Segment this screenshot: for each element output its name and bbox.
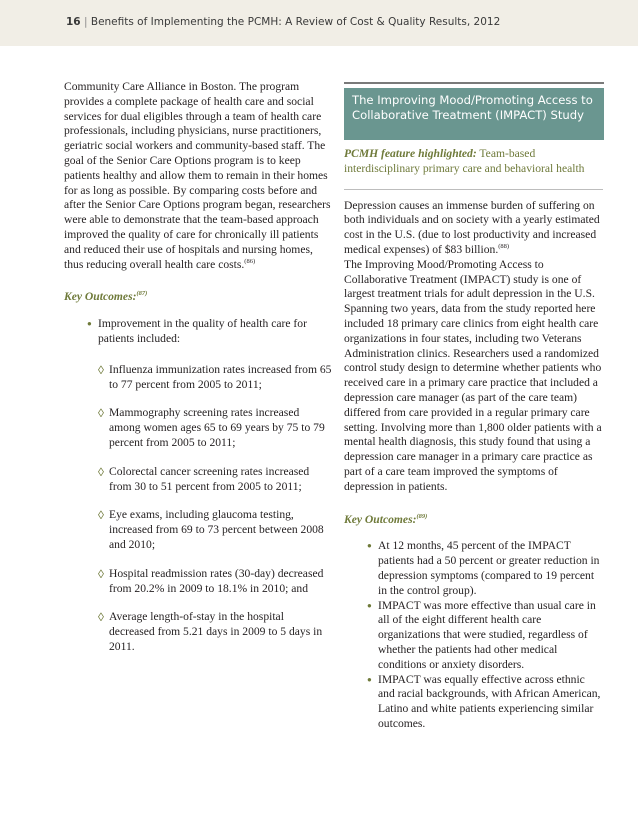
- right-column: [344, 147, 603, 732]
- header-text: [66, 16, 500, 28]
- right-body-paragraph-2: The Improving Mood/Promoting Access to Collaborative Treatment (IMPACT) study is one of largest treatment trials for adult depression in the U.S. Spanning two years, data from the study reported here included 18 primary care clinics from eight health care organizations in four states, including two Veterans Administration clinics. Researchers used a randomized control study design to determine whether patients who received care in a primary care practice that included a depression care manager (as part of the care team) differed from care provided in a regular primary care setting. Involving more than 1,800 older patients with a mental health diagnosis, this study found that using a depression care manager in a primary care practice as part of a care team improved the symptoms of depression in patients.: [344, 257, 602, 493]
- header-separator: |: [83, 16, 88, 28]
- left-intro-ref: (86): [244, 257, 256, 265]
- list-item: ◊ Influenza immunization rates increased from 65 to 77 percent from 2005 to 2011;: [98, 363, 332, 393]
- list-item: ● IMPACT was equally effective across ethnic and racial backgrounds, with African American, Latino and white patients experiencing similar outcomes.: [368, 673, 603, 732]
- list-item: ◊ Hospital readmission rates (30-day) decreased from 20.2% in 2009 to 18.1% in 2010; and: [98, 567, 332, 597]
- list-item: ◊ Colorectal cancer screening rates increased from 30 to 51 percent from 2005 to 2011;: [98, 465, 332, 495]
- list-item: ● IMPACT was more effective than usual care in all of the eight different health care organizations that were studied, regardless of whether the patients had other medical conditions or anxiety disorders.: [368, 599, 603, 673]
- right-body-paragraph-1: [344, 199, 603, 258]
- right-key-outcomes-heading: [344, 513, 603, 528]
- left-sub-list: [98, 363, 332, 655]
- right-key-outcomes-ref: (89): [416, 512, 428, 520]
- right-body-1-text: Depression causes an immense burden of suffering on both individuals and on society with a yearly estimated cost in the U.S. (due to lost productivity and increased medical expenses) of $83 billion.: [344, 198, 600, 256]
- page-header: [0, 0, 638, 46]
- left-intro-text: Community Care Alliance in Boston. The program provides a complete package of health care and social services for dual eligibles through a team of health care professionals, including physicians, nurse practitioners, geriatric social workers and community-based staff. The goal of the Senior Care Options program is to keep patients healthy and allow them to remain in their homes for as long as possible. By comparing costs before and after the Senior Care Options program began, researchers were able to demonstrate that the team-based approach improved the quality of care for chronically ill patients and reduced their use of hospitals and nursing homes, thus reducing overall health care costs.: [64, 80, 331, 271]
- left-intro-paragraph: [64, 80, 332, 272]
- header-title: Benefits of Implementing the PCMH: A Review of Cost & Quality Results, 2012: [90, 16, 501, 28]
- right-body-1-ref: (88): [498, 243, 510, 251]
- left-outcomes-list: [64, 317, 332, 655]
- left-key-outcomes-ref: (87): [136, 290, 148, 298]
- right-outcomes-list: [344, 539, 603, 731]
- left-bullet-text: Improvement in the quality of health care for patients included:: [98, 317, 307, 345]
- pcmh-feature-line: [344, 147, 603, 177]
- list-item: ◊ Eye exams, including glaucoma testing, increased from 69 to 73 percent between 2008 and 2010;: [98, 508, 332, 552]
- list-item: ◊ Mammography screening rates increased among women ages 65 to 69 years by 75 to 79 percent from 2005 to 2011;: [98, 406, 332, 450]
- section-divider: [344, 189, 603, 190]
- page-number: 16: [66, 16, 81, 28]
- pcmh-feature-text: Team-based interdisciplinary primary care and behavioral health: [344, 147, 585, 175]
- list-item: [88, 317, 332, 655]
- pcmh-feature-label: PCMH feature highlighted:: [344, 147, 477, 160]
- feature-title-box: [344, 88, 604, 140]
- feature-box-rule: [344, 82, 604, 84]
- left-column: [64, 80, 332, 669]
- list-item: ● At 12 months, 45 percent of the IMPACT patients had a 50 percent or greater reduction in depression symptoms (compared to 19 percent in the control group).: [368, 539, 603, 598]
- list-item: ◊ Average length-of-stay in the hospital decreased from 5.21 days in 2009 to 5 days in 2011.: [98, 610, 332, 654]
- feature-title: The Improving Mood/Promoting Access to Collaborative Treatment (IMPACT) Study: [352, 93, 593, 122]
- left-key-outcomes-heading: [64, 290, 332, 305]
- right-key-outcomes-label: Key Outcomes:: [344, 512, 417, 526]
- left-key-outcomes-label: Key Outcomes:: [64, 290, 137, 304]
